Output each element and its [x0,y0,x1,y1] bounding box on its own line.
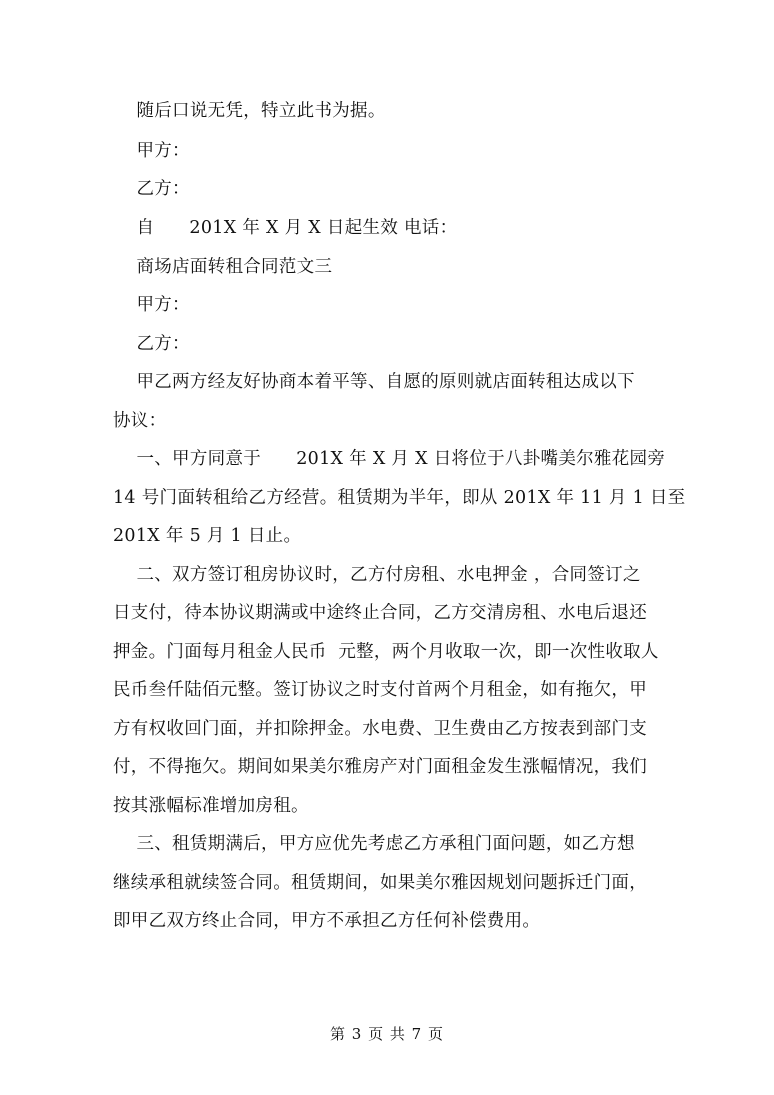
clause-2-line: 付，不得拖欠。期间如果美尔雅房产对门面租金发生涨幅情况，我们 [113,757,647,777]
clause-2-line: 日支付，待本协议期满或中途终止合同，乙方交清房租、水电后退还 [113,603,647,623]
section-heading: 商场店面转租合同范文三 [113,257,333,277]
clause-3-line: 即甲乙双方终止合同，甲方不承担乙方任何补偿费用。 [113,911,541,931]
text-line-party-a-signature: 甲方： [113,141,190,161]
clause-2-line: 押金。门面每月租金人民币 元整，两个月收取一次，即一次性收取人 [113,642,659,662]
clause-2-line: 方有权收回门面，并扣除押金。水电费、卫生费由乙方按表到部门支 [113,719,647,739]
text-line-effective-date: 自 201X 年 X 月 X 日起生效 电话： [113,218,458,238]
text-line-closing: 随后口说无凭，特立此书为据。 [113,101,386,121]
clause-3-line: 继续承租就续签合同。租赁期间，如果美尔雅因规划问题拆迁门面， [113,873,647,893]
text-line-party-b-signature: 乙方： [113,179,190,199]
paragraph-intro-line: 协议： [113,411,167,431]
clause-2-line: 二、双方签订租房协议时，乙方付房租、水电押金 ，合同签订之 [113,565,641,585]
clause-1-line: 201X 年 5 月 1 日止。 [113,526,302,546]
clause-2-line: 按其涨幅标准增加房租。 [113,796,309,816]
clause-1-line: 14 号门面转租给乙方经营。租赁期为半年，即从 201X 年 11 月 1 日至 [113,488,686,508]
clause-3-line: 三、租赁期满后，甲方应优先考虑乙方承租门面问题，如乙方想 [113,834,635,854]
clause-1-line: 一、甲方同意于 201X 年 X 月 X 日将位于八卦嘴美尔雅花园旁 [113,449,666,469]
text-line-party-b: 乙方： [113,334,190,354]
paragraph-intro-line: 甲乙两方经友好协商本着平等、自愿的原则就店面转租达成以下 [113,372,635,392]
page-number-footer: 第 3 页 共 7 页 [330,1025,444,1043]
clause-2-line: 民币叁仟陆佰元整。签订协议之时支付首两个月租金，如有拖欠，甲 [113,680,647,700]
text-line-party-a: 甲方： [113,295,190,315]
